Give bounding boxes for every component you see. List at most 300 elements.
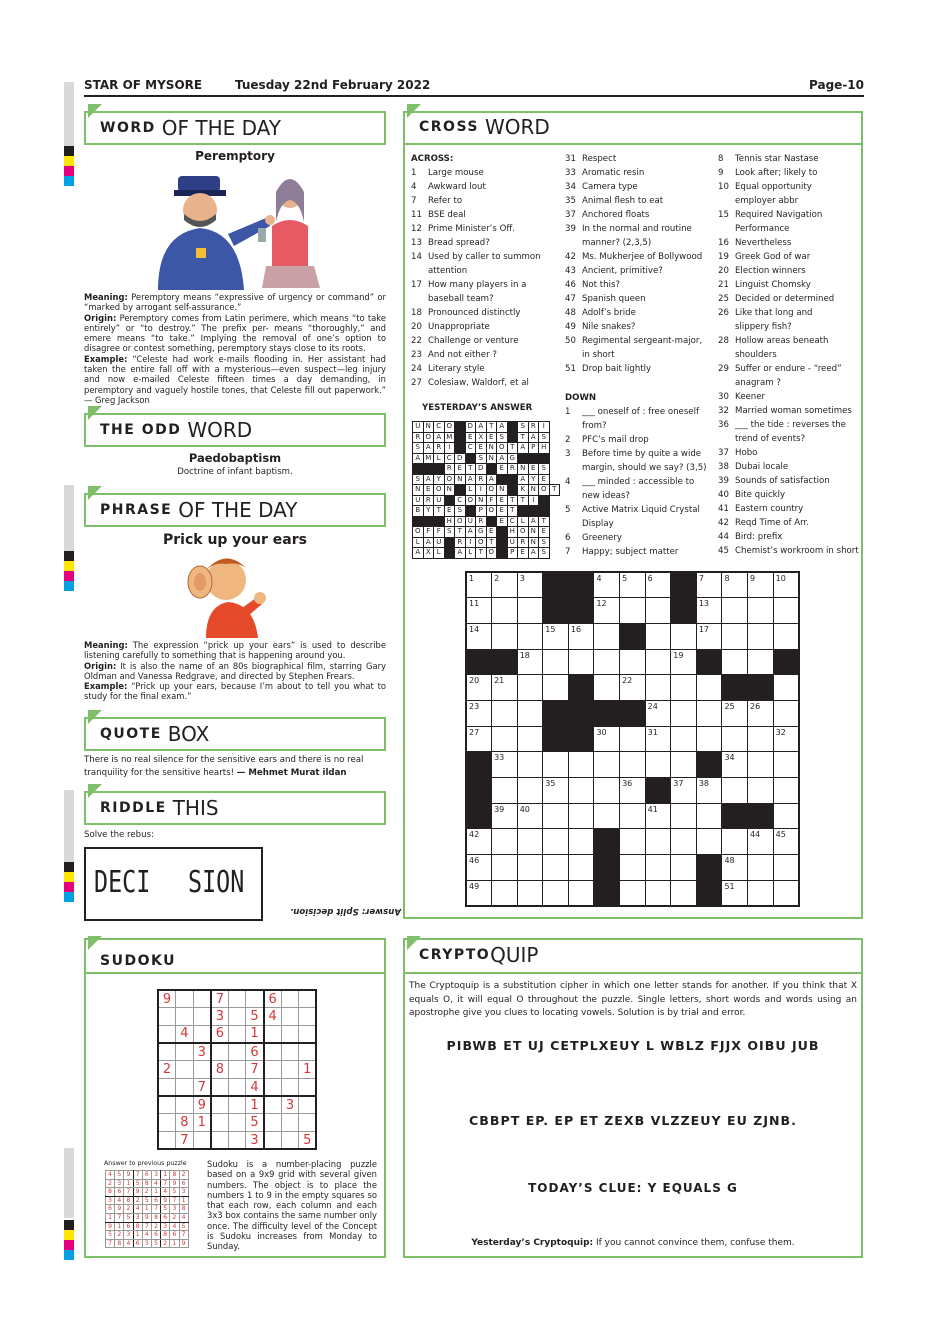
crossword-cell[interactable] [517, 829, 543, 855]
crossword-cell[interactable]: 3 [517, 572, 543, 598]
sudoku-cell[interactable] [299, 1096, 317, 1114]
clue-item [411, 320, 559, 334]
title-big: THIS [172, 796, 219, 820]
sudoku-cell[interactable] [299, 1008, 317, 1026]
crossword-cell [620, 623, 646, 649]
sudoku-cell[interactable] [211, 1114, 229, 1132]
sudoku-cell[interactable] [176, 990, 194, 1008]
crossword-cell[interactable]: 32 [773, 726, 799, 752]
clue-text: Display [582, 519, 614, 529]
crossword-cell[interactable]: 12 [594, 598, 620, 624]
sudoku-cell[interactable] [299, 1078, 317, 1096]
crossword-cell[interactable] [492, 829, 518, 855]
sudoku-cell[interactable]: 6 [264, 990, 282, 1008]
answer-cell: O [444, 474, 455, 485]
crossword-cell[interactable] [773, 778, 799, 804]
crossword-cell[interactable]: 41 [645, 803, 671, 829]
sudoku-cell[interactable]: 7 [246, 1061, 264, 1079]
crossword-cell[interactable] [594, 752, 620, 778]
clue-text: Performance [735, 224, 790, 234]
crossword-cell[interactable] [645, 598, 671, 624]
crossword-cell[interactable] [696, 829, 722, 855]
phrase-title [84, 493, 386, 527]
crossword-cell[interactable]: 17 [696, 623, 722, 649]
answer-cell: R [455, 537, 466, 548]
cryptoquip-line2: CBBPT EP. EP ET ZEXB VLZZEUY EU ZJNB. [469, 1113, 797, 1128]
crossword-cell[interactable] [696, 803, 722, 829]
sudoku-cell[interactable] [176, 1096, 194, 1114]
sudoku-cell[interactable]: 7 [176, 1132, 194, 1150]
crossword-cell[interactable] [645, 880, 671, 906]
crossword-cell[interactable] [773, 752, 799, 778]
crossword-cell[interactable] [620, 880, 646, 906]
sudoku-cell[interactable] [211, 1132, 229, 1150]
crossword-cell[interactable]: 6 [645, 572, 671, 598]
crossword-cell[interactable] [748, 598, 774, 624]
sudoku-cell[interactable]: 4 [264, 1008, 282, 1026]
clue-item [565, 222, 715, 236]
crossword-cell[interactable] [492, 726, 518, 752]
crossword-cell[interactable] [645, 752, 671, 778]
sudoku-cell[interactable] [264, 1043, 282, 1061]
sudoku-cell[interactable]: 3 [281, 1096, 299, 1114]
crossword-cell[interactable] [748, 778, 774, 804]
sudoku-cell[interactable]: 6 [246, 1043, 264, 1061]
corner-flag [88, 784, 102, 798]
clue-item [718, 250, 860, 264]
example-text: “Prick up your ears, because I’m about to tell you what to study for the final exam.” [84, 681, 386, 702]
clue-text: ___ minded : accessible to [582, 477, 695, 487]
crossword-cell[interactable] [671, 700, 697, 726]
crossword-cell[interactable] [620, 855, 646, 881]
crossword-cell[interactable] [696, 675, 722, 701]
answer-cell: N [486, 453, 497, 464]
crossword-cell[interactable] [543, 649, 569, 675]
crossword-cell[interactable] [671, 752, 697, 778]
sudoku-cell[interactable]: 8 [211, 1061, 229, 1079]
crossword-cell[interactable] [517, 726, 543, 752]
clue-number: 20 [411, 322, 422, 332]
answer-cell [455, 422, 466, 433]
crossword-cell[interactable]: 45 [773, 829, 799, 855]
crossword-cell[interactable] [671, 726, 697, 752]
crossword-cell [671, 572, 697, 598]
crossword-cell[interactable] [645, 855, 671, 881]
crossword-cell[interactable] [492, 623, 518, 649]
crossword-cell[interactable] [620, 598, 646, 624]
crossword-cell[interactable] [517, 675, 543, 701]
sudoku-cell[interactable] [176, 1043, 194, 1061]
sudoku-cell[interactable]: 1 [299, 1061, 317, 1079]
sudoku-cell[interactable] [281, 1114, 299, 1132]
crossword-cell[interactable]: 37 [671, 778, 697, 804]
sudoku-cell[interactable] [211, 1043, 229, 1061]
crossword-cell[interactable] [671, 880, 697, 906]
sudoku-answer-cell: 2 [161, 1239, 170, 1248]
answer-cell: R [444, 464, 455, 475]
crossword-cell[interactable] [568, 829, 594, 855]
sudoku-cell[interactable] [158, 1025, 176, 1043]
sudoku-cell[interactable] [158, 1096, 176, 1114]
sudoku-answer-cell: 6 [133, 1239, 142, 1248]
sudoku-cell[interactable] [264, 1061, 282, 1079]
sudoku-cell[interactable] [193, 1061, 211, 1079]
crossword-cell[interactable]: 8 [722, 572, 748, 598]
sudoku-cell[interactable] [211, 1096, 229, 1114]
crossword-cell[interactable]: 22 [620, 675, 646, 701]
crossword-cell[interactable] [594, 649, 620, 675]
crossword-cell[interactable] [773, 675, 799, 701]
sudoku-cell[interactable]: 7 [211, 990, 229, 1008]
sudoku-cell[interactable] [228, 1008, 246, 1026]
crossword-cell[interactable] [568, 778, 594, 804]
answer-cell: S [413, 443, 424, 454]
answer-cell: C [434, 422, 445, 433]
sudoku-cell[interactable]: 1 [246, 1096, 264, 1114]
answer-cell: E [444, 506, 455, 517]
crossword-cell[interactable] [543, 675, 569, 701]
crossword-cell[interactable] [773, 598, 799, 624]
crossword-cell[interactable] [568, 880, 594, 906]
sudoku-cell[interactable] [264, 1096, 282, 1114]
clue-number: 6 [565, 533, 571, 543]
answer-cell: A [528, 432, 539, 443]
crossword-cell[interactable] [620, 726, 646, 752]
crossword-cell[interactable] [645, 675, 671, 701]
crossword-cell[interactable]: 48 [722, 855, 748, 881]
crossword-cell[interactable] [671, 829, 697, 855]
sudoku-cell[interactable]: 4 [176, 1025, 194, 1043]
crossword-cell[interactable] [773, 855, 799, 881]
crossword-cell[interactable] [517, 855, 543, 881]
answer-cell: O [455, 516, 466, 527]
clue-number: 30 [718, 392, 729, 402]
clue-item [411, 194, 559, 208]
sudoku-cell[interactable] [264, 1114, 282, 1132]
crossword-cell[interactable] [517, 880, 543, 906]
sudoku-cell[interactable] [299, 1043, 317, 1061]
sudoku-answer-cell: 3 [179, 1188, 188, 1197]
sudoku-cell[interactable] [228, 1061, 246, 1079]
crossword-cell[interactable] [568, 752, 594, 778]
clue-item [411, 250, 559, 264]
clue-item [411, 362, 559, 376]
crossword-cell[interactable]: 44 [748, 829, 774, 855]
crossword-cell[interactable]: 36 [620, 778, 646, 804]
sudoku-answer-cell: 8 [179, 1205, 188, 1214]
crossword-cell[interactable] [492, 855, 518, 881]
crossword-cell[interactable] [722, 598, 748, 624]
answer-cell [486, 516, 497, 527]
answer-cell [444, 548, 455, 559]
crossword-cell[interactable] [568, 803, 594, 829]
crossword-cell[interactable]: 40 [517, 803, 543, 829]
sudoku-cell[interactable] [264, 1132, 282, 1150]
crossword-cell[interactable] [645, 623, 671, 649]
clue-item [411, 306, 559, 320]
clue-text: Anchored floats [582, 210, 650, 220]
crossword-cell[interactable] [645, 829, 671, 855]
crossword-cell[interactable] [722, 778, 748, 804]
sudoku-answer-cell: 2 [115, 1231, 124, 1240]
sudoku-cell[interactable] [246, 990, 264, 1008]
crossword-cell[interactable] [620, 649, 646, 675]
sudoku-cell[interactable] [228, 1078, 246, 1096]
crossword-cell[interactable]: 39 [492, 803, 518, 829]
crossword-cell[interactable] [645, 649, 671, 675]
answer-cell [434, 464, 445, 475]
sudoku-cell[interactable]: 1 [193, 1114, 211, 1132]
crossword-cell[interactable]: 1 [466, 572, 492, 598]
crossword-cell[interactable] [671, 803, 697, 829]
phrase-text: Prick up your ears [163, 532, 307, 548]
crossword-cell [568, 726, 594, 752]
crossword-cell[interactable] [748, 649, 774, 675]
crossword-cell[interactable] [594, 803, 620, 829]
sudoku-cell[interactable] [281, 1132, 299, 1150]
clue-text: Reqd Time of Arr. [735, 518, 810, 528]
answer-cell: N [486, 443, 497, 454]
crossword-cell[interactable]: 33 [492, 752, 518, 778]
answer-cell: T [539, 516, 550, 527]
crossword-cell[interactable]: 46 [466, 855, 492, 881]
answer-cell: X [423, 548, 434, 559]
sudoku-answer-cell: 2 [124, 1205, 133, 1214]
crossword-cell[interactable] [773, 803, 799, 829]
cryptoquip-yesterday [403, 1238, 863, 1248]
crossword-cell[interactable]: 26 [748, 700, 774, 726]
sudoku-cell[interactable] [281, 1078, 299, 1096]
crossword-cell[interactable]: 23 [466, 700, 492, 726]
crossword-cell[interactable] [568, 649, 594, 675]
clue-item [718, 306, 860, 320]
crossword-cell[interactable] [696, 726, 722, 752]
sudoku-cell[interactable] [193, 1132, 211, 1150]
crossword-cell[interactable]: 24 [645, 700, 671, 726]
crossword-cell[interactable] [773, 623, 799, 649]
answer-cell: O [434, 485, 445, 496]
crossword-cell[interactable]: 20 [466, 675, 492, 701]
sudoku-cell[interactable] [158, 1132, 176, 1150]
sudoku-cell[interactable]: 3 [246, 1132, 264, 1150]
meaning-label: Meaning: [84, 640, 128, 650]
crossword-cell[interactable]: 14 [466, 623, 492, 649]
crossword-cell[interactable] [748, 623, 774, 649]
crossword-cell[interactable]: 42 [466, 829, 492, 855]
answer-cell: E [497, 495, 508, 506]
sudoku-cell[interactable]: 1 [246, 1025, 264, 1043]
crossword-cell[interactable] [620, 752, 646, 778]
sudoku-cell[interactable] [176, 1061, 194, 1079]
sudoku-cell[interactable] [299, 1025, 317, 1043]
crossword-cell[interactable] [722, 726, 748, 752]
sudoku-cell[interactable]: 8 [176, 1114, 194, 1132]
crossword-cell[interactable]: 38 [696, 778, 722, 804]
crossword-cell[interactable]: 19 [671, 649, 697, 675]
crossword-cell[interactable]: 25 [722, 700, 748, 726]
crossword-cell[interactable] [568, 855, 594, 881]
crossword-cell[interactable] [773, 700, 799, 726]
crossword-cell[interactable] [543, 752, 569, 778]
corner-flag [407, 936, 421, 950]
origin-label: Origin: [84, 660, 117, 671]
crossword-cell[interactable]: 49 [466, 880, 492, 906]
sudoku-cell[interactable] [176, 1008, 194, 1026]
crossword-cell[interactable]: 11 [466, 598, 492, 624]
sudoku-cell[interactable]: 5 [246, 1114, 264, 1132]
crossword-cell[interactable] [748, 752, 774, 778]
clue-text: Required Navigation [735, 210, 823, 220]
crossword-cell[interactable] [517, 752, 543, 778]
odd-word-title [84, 413, 386, 447]
sudoku-cell[interactable] [193, 1008, 211, 1026]
crossword-cell[interactable] [722, 623, 748, 649]
crossword-cell[interactable]: 2 [492, 572, 518, 598]
crossword-cell[interactable] [543, 803, 569, 829]
answer-cell: N [497, 485, 508, 496]
answer-cell [434, 516, 445, 527]
sudoku-answer-cell: 2 [151, 1222, 160, 1231]
clue-item [565, 334, 715, 348]
crossword-cell[interactable] [594, 778, 620, 804]
crossword-cell[interactable] [773, 880, 799, 906]
sudoku-answer-cell: 4 [151, 1179, 160, 1188]
sudoku-answer-cell: 8 [133, 1222, 142, 1231]
sudoku-cell[interactable] [228, 1132, 246, 1150]
crossword-cell[interactable] [594, 675, 620, 701]
sudoku-cell[interactable]: 4 [246, 1078, 264, 1096]
crossword-cell[interactable] [492, 778, 518, 804]
sudoku-answer-cell: 9 [124, 1171, 133, 1180]
sudoku-cell[interactable] [281, 1061, 299, 1079]
sudoku-cell[interactable] [281, 1043, 299, 1061]
sudoku-cell[interactable]: 3 [193, 1043, 211, 1061]
crossword-cell[interactable] [620, 829, 646, 855]
sudoku-cell[interactable]: 5 [246, 1008, 264, 1026]
sudoku-cell[interactable] [264, 1078, 282, 1096]
crossword-cell[interactable] [748, 855, 774, 881]
crossword-cell [568, 675, 594, 701]
crossword-cell[interactable] [492, 700, 518, 726]
crossword-cell[interactable] [748, 880, 774, 906]
crossword-cell[interactable]: 18 [517, 649, 543, 675]
crossword-cell[interactable] [722, 649, 748, 675]
sudoku-cell[interactable] [228, 1025, 246, 1043]
sudoku-cell[interactable] [281, 990, 299, 1008]
quote-body: There is no real silence for the sensitive ears and there is no real tranquility for the sensitive hearts! [84, 755, 364, 778]
sudoku-cell[interactable] [264, 1025, 282, 1043]
crossword-cell[interactable]: 16 [568, 623, 594, 649]
crossword-cell[interactable] [543, 829, 569, 855]
sudoku-cell[interactable] [176, 1078, 194, 1096]
clue-item [411, 334, 559, 348]
sudoku-cell[interactable]: 9 [158, 990, 176, 1008]
crossword-cell[interactable] [492, 598, 518, 624]
sudoku-cell[interactable] [228, 990, 246, 1008]
crossword-cell[interactable] [696, 700, 722, 726]
crossword-cell[interactable]: 27 [466, 726, 492, 752]
crossword-cell[interactable] [748, 726, 774, 752]
sudoku-cell[interactable]: 2 [158, 1061, 176, 1079]
answer-cell [444, 495, 455, 506]
answer-cell: A [465, 474, 476, 485]
crossword-cell[interactable] [722, 829, 748, 855]
sudoku-cell[interactable] [228, 1096, 246, 1114]
crossword-cell[interactable] [671, 855, 697, 881]
answer-cell [539, 453, 550, 464]
clue-item [565, 208, 715, 222]
crossword-cell[interactable]: 21 [492, 675, 518, 701]
clue-text: ___ oneself of : free oneself [582, 407, 700, 417]
crossword-cell[interactable] [517, 623, 543, 649]
crossword-grid[interactable] [465, 571, 800, 907]
crossword-cell[interactable] [492, 880, 518, 906]
crossword-cell[interactable]: 31 [645, 726, 671, 752]
sudoku-cell[interactable] [193, 1025, 211, 1043]
crossword-cell[interactable] [543, 880, 569, 906]
sudoku-cell[interactable] [299, 990, 317, 1008]
crossword-cell[interactable] [620, 803, 646, 829]
quote-author: — Mehmet Murat ildan [236, 768, 347, 778]
sudoku-grid[interactable] [157, 989, 317, 1150]
clue-number: 3 [565, 449, 571, 459]
crossword-cell[interactable]: 7 [696, 572, 722, 598]
sudoku-cell[interactable]: 3 [211, 1008, 229, 1026]
answer-cell: N [528, 537, 539, 548]
answer-cell: U [434, 495, 445, 506]
crossword-cell[interactable] [594, 623, 620, 649]
crossword-cell[interactable] [671, 675, 697, 701]
sudoku-cell[interactable] [158, 1043, 176, 1061]
crossword-cell[interactable]: 10 [773, 572, 799, 598]
crossword-cell[interactable]: 9 [748, 572, 774, 598]
crossword-cell[interactable]: 51 [722, 880, 748, 906]
crossword-cell[interactable]: 5 [620, 572, 646, 598]
crossword-cell[interactable]: 15 [543, 623, 569, 649]
sudoku-cell[interactable] [158, 1008, 176, 1026]
sudoku-cell[interactable] [281, 1025, 299, 1043]
crossword-cell[interactable] [517, 778, 543, 804]
sudoku-cell[interactable] [193, 990, 211, 1008]
sudoku-cell[interactable] [228, 1043, 246, 1061]
sudoku-cell[interactable] [299, 1114, 317, 1132]
sudoku-cell[interactable]: 5 [299, 1132, 317, 1150]
sudoku-cell[interactable] [281, 1008, 299, 1026]
crossword-cell[interactable] [671, 623, 697, 649]
answer-cell: A [455, 548, 466, 559]
answer-cell [455, 485, 466, 496]
sudoku-cell[interactable] [228, 1114, 246, 1132]
sudoku-cell[interactable] [158, 1114, 176, 1132]
sudoku-answer-cell: 9 [179, 1239, 188, 1248]
crossword-cell[interactable]: 35 [543, 778, 569, 804]
answer-cell: O [518, 527, 529, 538]
sudoku-cell[interactable] [211, 1078, 229, 1096]
crossword-cell[interactable] [543, 855, 569, 881]
sudoku-cell[interactable] [158, 1078, 176, 1096]
answer-cell: L [413, 537, 424, 548]
sudoku-cell[interactable]: 6 [211, 1025, 229, 1043]
sudoku-answer-grid [105, 1170, 189, 1248]
crossword-cell[interactable]: 34 [722, 752, 748, 778]
sudoku-cell[interactable]: 7 [193, 1078, 211, 1096]
crossword-cell[interactable]: 30 [594, 726, 620, 752]
crossword-cell[interactable] [517, 598, 543, 624]
crossword-cell[interactable]: 13 [696, 598, 722, 624]
sudoku-cell[interactable]: 9 [193, 1096, 211, 1114]
crossword-cell[interactable] [517, 700, 543, 726]
crossword-cell[interactable]: 4 [594, 572, 620, 598]
